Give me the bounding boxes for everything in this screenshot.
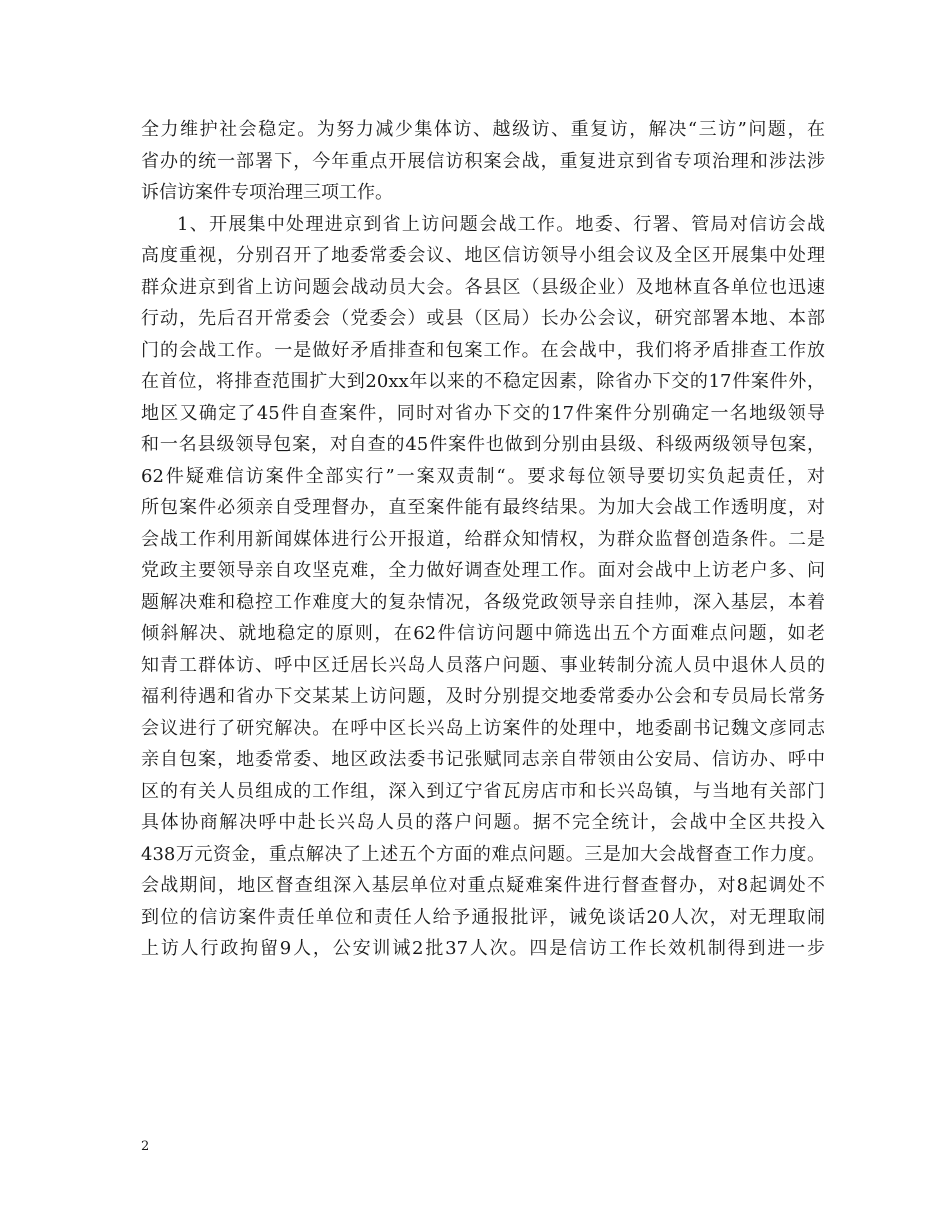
text-line: 所包案件必须亲自受理督办，直至案件能有最终结果。为加大会战工作透明度，对 <box>141 497 825 518</box>
text-line: 门的会战工作。一是做好矛盾排查和包案工作。在会战中，我们将矛盾排查工作放 <box>141 339 825 361</box>
text-line: 区的有关人员组成的工作组，深入到辽宁省瓦房店市和长兴岛镇，与当地有关部门 <box>141 780 825 802</box>
text-line: 党政主要领导亲自攻坚克难，全力做好调查处理工作。面对会战中上访老户多、问 <box>141 560 825 581</box>
text-line: 在首位，将排查范围扩大到20xx年以来的不稳定因素，除省办下交的17件案件外， <box>141 371 825 392</box>
text-line: 438万元资金，重点解决了上述五个方面的难点问题。三是加大会战督查工作力度。 <box>141 843 825 865</box>
text-line: 全力维护社会稳定。为努力减少集体访、越级访、重复访，解决“三访”问题，在 <box>141 119 825 140</box>
text-line: 倾斜解决、就地稳定的原则，在62件信访问题中筛选出五个方面难点问题，如老 <box>141 623 825 644</box>
text-line: 1、开展集中处理进京到省上访问题会战工作。地委、行署、管局对信访会战 <box>177 213 825 235</box>
text-line: 会战工作利用新闻媒体进行公开报道，给群众知情权，为群众监督创造条件。二是 <box>141 528 825 550</box>
paragraph <box>141 209 825 965</box>
text-line: 省办的统一部署下，今年重点开展信访积案会战，重复进京到省专项治理和涉法涉 <box>141 150 825 172</box>
text-line: 高度重视，分别召开了地委常委会议、地区信访领导小组会议及全区开展集中处理 <box>141 245 825 266</box>
text-line: 福利待遇和省办下交某某上访问题，及时分别提交地委常委办公会和专员局长常务 <box>141 686 825 707</box>
text-line: 会战期间，地区督查组深入基层单位对重点疑难案件进行督查督办，对8起调处不 <box>141 875 825 896</box>
text-line: 和一名县级领导包案，对自查的45件案件也做到分别由县级、科级两级领导包案， <box>141 434 825 455</box>
text-line: 亲自包案，地委常委、地区政法委书记张赋同志亲自带领由公安局、信访办、呼中 <box>141 749 825 770</box>
text-line: 会议进行了研究解决。在呼中区长兴岛上访案件的处理中，地委副书记魏文彦同志 <box>141 717 825 739</box>
text-line: 上访人行政拘留9人，公安训诫2批37人次。四是信访工作长效机制得到进一步 <box>141 938 825 959</box>
text-line: 行动，先后召开常委会（党委会）或县（区局）长办公会议，研究部署本地、本部 <box>141 308 825 329</box>
text-line: 62件疑难信访案件全部实行”一案双责制“。要求每位领导要切实负起责任，对 <box>141 465 825 487</box>
text-line: 群众进京到省上访问题会战动员大会。各县区（县级企业）及地林直各单位也迅速 <box>141 276 825 298</box>
text-line: 诉信访案件专项治理三项工作。 <box>141 182 393 203</box>
text-line: 题解决难和稳控工作难度大的复杂情况，各级党政领导亲自挂帅，深入基层，本着 <box>141 591 825 613</box>
text-line: 地区又确定了45件自查案件，同时对省办下交的17件案件分别确定一名地级领导 <box>141 402 825 424</box>
text-line: 具体协商解决呼中赴长兴岛人员的落户问题。据不完全统计，会战中全区共投入 <box>141 812 825 833</box>
document-body <box>141 114 825 965</box>
paragraph <box>141 114 825 209</box>
text-line: 知青工群体访、呼中区迁居长兴岛人员落户问题、事业转制分流人员中退休人员的 <box>141 654 825 676</box>
text-line: 到位的信访案件责任单位和责任人给予通报批评，诫免谈话20人次，对无理取闹 <box>141 906 825 928</box>
page-number: 2 <box>141 1139 150 1154</box>
